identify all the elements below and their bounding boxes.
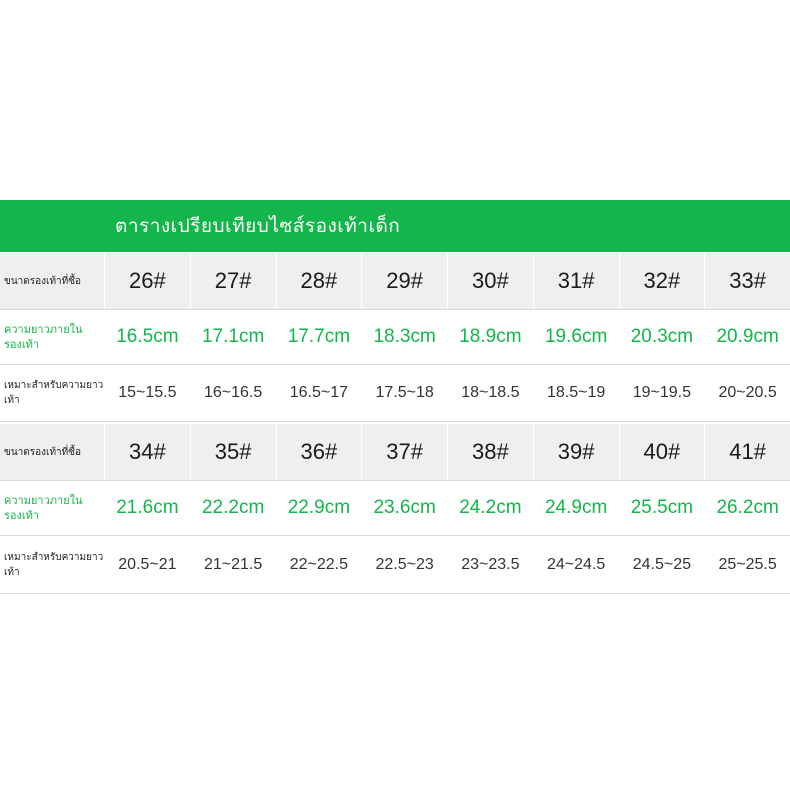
fit-row	[0, 537, 790, 593]
length-row-label: ความยาวภายในรองเท้า	[0, 481, 104, 535]
fit-cell: 21~21.5	[191, 537, 276, 593]
size-row	[0, 253, 790, 309]
size-cell: 38#	[448, 424, 533, 480]
fit-cell: 16~16.5	[191, 365, 276, 421]
size-cell: 35#	[191, 424, 276, 480]
length-cell: 26.2cm	[705, 481, 790, 535]
fit-cell: 24.5~25	[620, 537, 705, 593]
fit-cell: 17.5~18	[362, 365, 447, 421]
fit-cell: 25~25.5	[705, 537, 790, 593]
fit-cell: 18.5~19	[534, 365, 619, 421]
fit-cell: 20~20.5	[705, 365, 790, 421]
size-cell: 30#	[448, 253, 533, 309]
size-cell: 37#	[362, 424, 447, 480]
size-cell: 26#	[105, 253, 190, 309]
size-cell: 31#	[534, 253, 619, 309]
size-row-label: ขนาดรองเท้าที่ซื้อ	[0, 424, 104, 480]
fit-cell: 15~15.5	[105, 365, 190, 421]
row-divider	[0, 535, 790, 536]
length-row	[0, 310, 790, 364]
size-row	[0, 424, 790, 480]
row-divider	[0, 593, 790, 594]
length-cell: 19.6cm	[534, 310, 619, 364]
fit-cell: 18~18.5	[448, 365, 533, 421]
fit-cell: 22.5~23	[362, 537, 447, 593]
fit-cell: 19~19.5	[620, 365, 705, 421]
length-cell: 25.5cm	[620, 481, 705, 535]
fit-cell: 24~24.5	[534, 537, 619, 593]
size-cell: 40#	[620, 424, 705, 480]
fit-row	[0, 365, 790, 421]
length-row-label: ความยาวภายในรองเท้า	[0, 310, 104, 364]
length-cell: 18.3cm	[362, 310, 447, 364]
size-cell: 29#	[362, 253, 447, 309]
fit-row-label: เหมาะสำหรับความยาวเท้า	[0, 365, 104, 421]
size-cell: 39#	[534, 424, 619, 480]
table-header-bar	[0, 200, 790, 252]
length-cell: 24.9cm	[534, 481, 619, 535]
fit-cell: 20.5~21	[105, 537, 190, 593]
length-cell: 20.3cm	[620, 310, 705, 364]
size-cell: 41#	[705, 424, 790, 480]
size-row-label: ขนาดรองเท้าที่ซื้อ	[0, 253, 104, 309]
length-cell: 17.7cm	[277, 310, 362, 364]
length-cell: 17.1cm	[191, 310, 276, 364]
size-cell: 32#	[620, 253, 705, 309]
length-cell: 22.9cm	[277, 481, 362, 535]
size-cell: 27#	[191, 253, 276, 309]
length-cell: 21.6cm	[105, 481, 190, 535]
table-title: ตารางเปรียบเทียบไซส์รองเท้าเด็ก	[115, 215, 401, 237]
row-divider	[0, 421, 790, 422]
size-cell: 28#	[277, 253, 362, 309]
size-cell: 34#	[105, 424, 190, 480]
fit-cell: 23~23.5	[448, 537, 533, 593]
length-cell: 23.6cm	[362, 481, 447, 535]
size-cell: 36#	[277, 424, 362, 480]
length-cell: 18.9cm	[448, 310, 533, 364]
fit-row-label: เหมาะสำหรับความยาวเท้า	[0, 537, 104, 593]
length-cell: 22.2cm	[191, 481, 276, 535]
length-cell: 24.2cm	[448, 481, 533, 535]
fit-cell: 22~22.5	[277, 537, 362, 593]
length-cell: 16.5cm	[105, 310, 190, 364]
fit-cell: 16.5~17	[277, 365, 362, 421]
length-row	[0, 481, 790, 535]
length-cell: 20.9cm	[705, 310, 790, 364]
size-cell: 33#	[705, 253, 790, 309]
